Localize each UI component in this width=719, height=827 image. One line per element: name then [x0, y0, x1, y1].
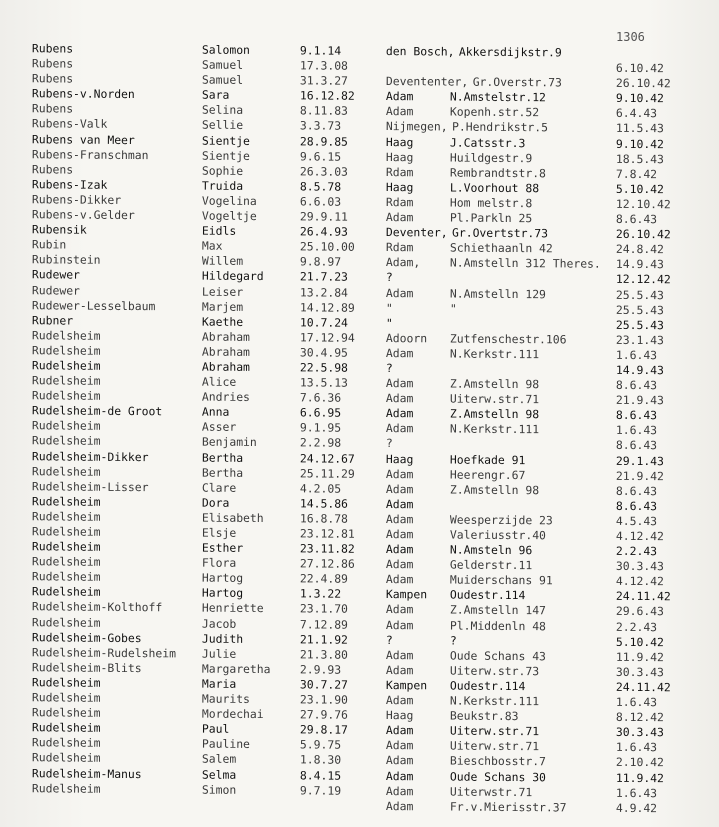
- address-cell: Gelderstr.11: [449, 557, 533, 573]
- city-cell: Adam: [385, 602, 414, 617]
- deportation-date-cell: 26.10.42: [615, 226, 671, 242]
- given-name-cell: Max: [201, 238, 223, 253]
- given-name-cell: Maurits: [201, 691, 251, 706]
- deportation-date-cell: 21.9.43: [615, 392, 664, 408]
- birth-date-cell: 23.11.82: [299, 541, 355, 556]
- surname-cell: Rudelsheim: [31, 614, 101, 630]
- city-cell: Adam: [385, 738, 414, 753]
- deportation-date-cell: 8.12.42: [615, 709, 664, 725]
- city-cell: Adam: [385, 406, 414, 421]
- birth-date-cell: 14.12.89: [299, 299, 355, 315]
- birth-date-cell: 24.12.67: [299, 450, 355, 466]
- birth-date-cell: 17.12.94: [299, 330, 355, 345]
- city-cell: Adam: [385, 511, 414, 527]
- city-cell: Adam: [385, 557, 414, 572]
- given-name-cell: Maria: [201, 676, 237, 691]
- address-cell: Rembrandtstr.8: [449, 165, 546, 181]
- surname-cell: Rudelsheim: [31, 418, 101, 434]
- city-cell: ?: [385, 632, 393, 647]
- deportation-date-cell: 8.6.43: [615, 498, 658, 513]
- address-cell: Hoefkade 91: [449, 452, 526, 467]
- city-cell: Nijmegen,: [385, 119, 448, 134]
- surname-cell: Rudelsheim-Manus: [31, 765, 142, 781]
- address-cell: ?: [449, 633, 457, 648]
- deportation-date-cell: 14.9.43: [615, 257, 664, 272]
- surname-cell: Rudelsheim-Blits: [31, 660, 142, 675]
- surname-cell: Rubens-Izak: [31, 177, 108, 192]
- surname-cell: Rudelsheim-Dikker: [31, 448, 149, 464]
- surname-cell: Rudewer: [31, 267, 81, 283]
- address-cell: Beukstr.83: [449, 708, 519, 724]
- surname-cell: Rubensik: [31, 222, 87, 237]
- birth-date-cell: 9.7.19: [299, 782, 342, 798]
- birth-date-cell: 9.1.14: [299, 43, 342, 58]
- address-cell: Uiterw.str.71: [449, 723, 540, 739]
- surname-cell: Rubin: [31, 237, 67, 252]
- given-name-cell: Sophie: [201, 163, 244, 178]
- surname-cell: Rubens-Dikker: [31, 192, 122, 207]
- address-cell: Oude Schans 43: [449, 648, 546, 664]
- surname-cell: Rubens: [31, 41, 74, 56]
- given-name-cell: Judith: [201, 631, 244, 646]
- city-cell: Adam: [385, 285, 414, 300]
- city-cell: Adam: [385, 89, 414, 104]
- surname-cell: Rudelsheim: [31, 569, 101, 585]
- birth-date-cell: 5.9.75: [299, 737, 342, 752]
- surname-cell: Rubens van Meer: [31, 131, 135, 147]
- birth-date-cell: 31.3.27: [299, 73, 349, 88]
- address-cell: Heerengr.67: [449, 467, 526, 482]
- birth-date-cell: 13.2.84: [299, 284, 349, 300]
- deportation-date-cell: 30.3.43: [615, 664, 664, 680]
- city-cell: Adam: [385, 104, 414, 119]
- city-cell: Kampen: [385, 677, 428, 693]
- city-cell: Adam: [385, 481, 414, 496]
- birth-date-cell: 7.12.89: [299, 616, 349, 632]
- given-name-cell: Sientje: [201, 133, 251, 148]
- surname-cell: Rudelsheim: [31, 463, 101, 479]
- given-name-cell: Abraham: [201, 329, 251, 344]
- birth-date-cell: 23.1.90: [299, 692, 349, 707]
- birth-date-cell: 8.11.83: [299, 103, 349, 119]
- address-cell: Uiterwstr.71: [449, 784, 533, 799]
- deportation-date-cell: 14.9.43: [615, 362, 664, 378]
- given-name-cell: Hartog: [201, 585, 244, 601]
- given-name-cell: Dora: [201, 495, 230, 510]
- deportation-date-cell: 5.10.42: [615, 634, 664, 649]
- surname-cell: Rudewer: [31, 282, 81, 298]
- address-cell: Z.Amstelln 98: [449, 406, 540, 422]
- deportation-date-cell: 11.9.42: [615, 649, 664, 664]
- given-name-cell: Paul: [201, 721, 230, 737]
- city-cell: Adam: [385, 783, 414, 798]
- surname-cell: Rubens-Valk: [31, 116, 108, 132]
- city-cell: Adam: [385, 647, 414, 662]
- given-name-cell: Salomon: [201, 42, 251, 57]
- city-cell: Adam: [385, 527, 414, 542]
- city-cell: Adam: [385, 662, 414, 678]
- city-cell: Adam: [385, 617, 414, 632]
- birth-date-cell: 25.10.00: [299, 239, 355, 255]
- deportation-date-cell: 1.6.43: [615, 785, 658, 800]
- address-cell: Akkersdijkstr.9: [458, 44, 562, 60]
- address-cell: Kopenh.str.52: [449, 104, 540, 120]
- deportation-date-cell: 29.1.43: [615, 453, 664, 468]
- deportation-date-cell: 8.6.43: [615, 408, 658, 423]
- given-name-cell: Anna: [201, 404, 230, 420]
- deportation-date-cell: 25.5.43: [615, 317, 664, 332]
- deportation-date-cell: 21.9.42: [615, 468, 664, 483]
- deportation-date-cell: 26.10.42: [615, 76, 671, 91]
- birth-date-cell: 9.8.97: [299, 254, 342, 269]
- surname-cell: Rudelsheim: [31, 539, 101, 554]
- address-cell: Zutfenschestr.106: [449, 331, 567, 347]
- address-cell: Uiterw.str.71: [449, 738, 540, 754]
- city-cell: Kampen: [385, 587, 428, 602]
- city-cell: Adam: [385, 210, 414, 225]
- deportation-date-cell: 4.5.43: [615, 513, 658, 529]
- city-cell: den Bosch,: [385, 44, 455, 59]
- surname-cell: Rudelsheim: [31, 433, 101, 449]
- address-cell: N.Kerkstr.111: [449, 421, 540, 437]
- birth-date-cell: 25.11.29: [299, 465, 355, 481]
- address-cell: Pl.Parkln 25: [449, 210, 533, 226]
- given-name-cell: Samuel: [201, 72, 244, 88]
- birth-date-cell: 8.5.78: [299, 179, 342, 194]
- given-name-cell: Abraham: [201, 359, 251, 374]
- given-name-cell: Marjem: [201, 299, 244, 314]
- address-cell: Muiderschans 91: [449, 572, 553, 588]
- deportation-date-cell: 8.6.43: [615, 438, 658, 453]
- birth-date-cell: 23.1.70: [299, 601, 349, 617]
- deportation-date-cell: 2.2.43: [615, 543, 658, 559]
- address-cell: N.Kerkstr.111: [449, 346, 540, 362]
- city-cell: Adam: [385, 376, 414, 391]
- given-name-cell: Sara: [201, 87, 230, 103]
- deportation-date-cell: 12.10.42: [615, 196, 671, 212]
- deportation-date-cell: 24.8.42: [615, 242, 664, 257]
- birth-date-cell: 14.5.86: [299, 496, 349, 511]
- address-cell: N.Amsteln 96: [449, 542, 533, 558]
- address-cell: N.Amstelln 129: [449, 286, 546, 301]
- deportation-date-cell: 29.6.43: [615, 604, 664, 619]
- deportation-date-cell: 8.6.43: [615, 211, 658, 227]
- address-cell: Huildgestr.9: [449, 150, 533, 165]
- deportation-date-cell: 30.3.43: [615, 559, 664, 574]
- city-cell: Adam: [385, 542, 414, 557]
- given-name-cell: Bertha: [201, 465, 244, 480]
- deportation-date-cell: 1.6.43: [615, 347, 658, 363]
- birth-date-cell: 23.12.81: [299, 526, 355, 541]
- birth-date-cell: 16.8.78: [299, 511, 349, 526]
- surname-cell: Rudelsheim: [31, 720, 101, 736]
- given-name-cell: Hildegard: [201, 268, 264, 284]
- surname-cell: Rudelsheim-Kolthoff: [31, 599, 163, 615]
- surname-cell: Rudelsheim: [31, 554, 101, 569]
- surname-cell: Rudelsheim: [31, 328, 101, 343]
- address-cell: Uiterw.str.71: [449, 391, 540, 407]
- surname-cell: Rudelsheim: [31, 735, 101, 751]
- surname-cell: Rubens-Franschman: [31, 146, 149, 162]
- city-cell: Adam: [385, 466, 414, 481]
- surname-cell: Rudelsheim: [31, 584, 101, 600]
- address-cell: Oudestr.114: [449, 678, 526, 694]
- city-cell: Devententer,: [385, 74, 469, 89]
- given-name-cell: Salem: [201, 751, 237, 767]
- address-cell: Uiterw.str.73: [449, 663, 540, 679]
- deportation-date-cell: 4.9.42: [615, 800, 658, 815]
- deportation-date-cell: 5.10.42: [615, 181, 664, 197]
- deportation-date-cell: 30.3.43: [615, 725, 664, 740]
- birth-date-cell: 2.9.93: [299, 662, 342, 677]
- given-name-cell: Andries: [201, 389, 251, 405]
- city-cell: Adam: [385, 421, 414, 436]
- birth-date-cell: 16.12.82: [299, 88, 355, 104]
- deportation-date-cell: 11.5.43: [615, 121, 664, 136]
- address-cell: P.Hendrikstr.5: [451, 120, 549, 135]
- deportation-date-cell: 9.10.42: [615, 136, 664, 151]
- city-cell: Haag: [385, 708, 414, 723]
- given-name-cell: Margaretha: [201, 661, 271, 676]
- surname-cell: Rubens-v.Norden: [31, 86, 135, 102]
- city-cell: Adam: [385, 345, 414, 361]
- address-cell: N.Kerkstr.111: [449, 693, 540, 709]
- surname-cell: Rudelsheim: [31, 388, 101, 403]
- address-cell: Schiethaanln 42: [449, 240, 553, 256]
- given-name-cell: Henriette: [201, 601, 264, 616]
- birth-date-cell: 22.4.89: [299, 571, 349, 587]
- deportation-date-cell: 8.6.43: [615, 483, 658, 498]
- given-name-cell: Benjamin: [201, 435, 257, 450]
- surname-cell: Rudelsheim-Gobes: [31, 629, 142, 645]
- address-cell: Fr.v.Mierisstr.37: [449, 799, 567, 815]
- given-name-cell: Selina: [201, 102, 244, 118]
- birth-date-cell: 4.2.05: [299, 481, 342, 496]
- deportation-date-cell: 2.2.43: [615, 619, 658, 634]
- birth-date-cell: 9.6.15: [299, 149, 342, 164]
- given-name-cell: Kaethe: [201, 314, 244, 329]
- deportation-date-cell: 1.6.43: [615, 740, 658, 755]
- birth-date-cell: 17.3.08: [299, 58, 349, 73]
- deportation-date-cell: 12.12.42: [615, 272, 671, 287]
- city-cell: Adam: [385, 496, 414, 512]
- address-cell: L.Voorhout 88: [449, 180, 540, 196]
- birth-date-cell: 21.3.80: [299, 647, 349, 662]
- address-cell: N.Amstelstr.12: [449, 89, 546, 105]
- address-cell: ": [449, 301, 457, 316]
- address-cell: Pl.Middenln 48: [449, 618, 546, 633]
- surname-cell: Rubens: [31, 101, 74, 116]
- given-name-cell: Elsje: [201, 525, 237, 540]
- page-number: 1306: [616, 30, 645, 44]
- given-name-cell: Willem: [201, 253, 244, 269]
- city-cell: Adoorn: [385, 330, 428, 346]
- address-cell: Bieschbosstr.7: [449, 753, 546, 769]
- city-cell: Haag: [385, 179, 414, 195]
- deportation-date-cell: 23.1.43: [615, 332, 664, 347]
- city-cell: Adam,: [385, 255, 421, 270]
- surname-cell: Rudelsheim-Lisser: [31, 478, 149, 494]
- surname-cell: Rudelsheim: [31, 494, 101, 509]
- given-name-cell: Julie: [201, 646, 237, 661]
- address-cell: Hom melstr.8: [449, 195, 533, 211]
- surname-cell: Rubens: [31, 56, 74, 71]
- city-cell: Adam: [385, 693, 414, 708]
- given-name-cell: Asser: [201, 419, 237, 435]
- city-cell: Haag: [385, 451, 414, 466]
- given-name-cell: Samuel: [201, 57, 244, 73]
- city-cell: Rdam: [385, 194, 414, 210]
- given-name-cell: Jacob: [201, 616, 237, 631]
- birth-date-cell: 30.4.95: [299, 345, 349, 360]
- given-name-cell: Alice: [201, 374, 237, 389]
- deportation-date-cell: 11.9.42: [615, 770, 664, 785]
- birth-date-cell: 29.9.11: [299, 209, 349, 224]
- deportation-date-cell: 25.5.43: [615, 287, 664, 302]
- birth-date-cell: 1.8.30: [299, 752, 342, 768]
- given-name-cell: Truida: [201, 178, 244, 193]
- birth-date-cell: 13.5.13: [299, 375, 349, 390]
- city-cell: ?: [385, 361, 393, 376]
- city-cell: Rdam: [385, 240, 414, 255]
- deportation-date-cell: 4.12.42: [615, 574, 664, 589]
- deportation-date-cell: 24.11.42: [615, 589, 671, 604]
- surname-cell: Rudelsheim: [31, 373, 101, 388]
- surname-cell: Rubner: [31, 312, 74, 328]
- birth-date-cell: 6.6.03: [299, 194, 342, 209]
- address-cell: Oudestr.114: [449, 587, 526, 603]
- given-name-cell: Esther: [201, 540, 244, 556]
- given-name-cell: Elisabeth: [201, 510, 264, 525]
- deportation-date-cell: 4.12.42: [615, 528, 664, 544]
- address-cell: Z.Amstelln 98: [449, 482, 540, 497]
- birth-date-cell: 2.2.98: [299, 435, 342, 451]
- given-name-cell: Sientje: [201, 148, 251, 163]
- city-cell: Adam: [385, 391, 414, 406]
- birth-date-cell: 21.7.23: [299, 269, 349, 285]
- birth-date-cell: 8.4.15: [299, 767, 342, 783]
- birth-date-cell: 1.3.22: [299, 586, 342, 602]
- surname-cell: Rudelsheim: [31, 675, 101, 690]
- address-cell: Oude Schans 30: [449, 769, 546, 784]
- birth-date-cell: 29.8.17: [299, 722, 349, 737]
- surname-cell: Rubinstein: [31, 252, 101, 268]
- surname-cell: Rudelsheim-de Groot: [31, 403, 163, 419]
- city-cell: Haag: [385, 149, 414, 164]
- given-name-cell: Vogeltje: [201, 208, 257, 224]
- surname-cell: Rudelsheim: [31, 343, 101, 358]
- deportation-date-cell: 2.10.42: [615, 755, 664, 770]
- deportation-date-cell: 6.4.43: [615, 106, 658, 121]
- city-cell: ?: [385, 270, 393, 285]
- birth-date-cell: 30.7.27: [299, 677, 349, 692]
- birth-date-cell: 27.12.86: [299, 556, 355, 571]
- surname-cell: Rudewer-Lesselbaum: [31, 297, 156, 313]
- deportation-date-cell: 25.5.43: [615, 302, 664, 317]
- address-cell: Gr.Overtstr.73: [451, 225, 549, 241]
- deportation-date-cell: 8.6.43: [615, 377, 658, 393]
- given-name-cell: Leiser: [201, 284, 244, 299]
- address-cell: Z.Amstelln 98: [449, 376, 540, 392]
- deportation-date-cell: 18.5.43: [615, 151, 664, 166]
- surname-cell: Rudelsheim: [31, 705, 101, 720]
- deportation-date-cell: 24.11.42: [615, 679, 671, 695]
- birth-date-cell: 27.9.76: [299, 707, 349, 722]
- address-cell: N.Amstelln 312 Theres.: [449, 255, 601, 272]
- city-cell: Adam: [385, 753, 414, 768]
- surname-cell: Rudelsheim: [31, 524, 101, 539]
- surname-cell: Rudelsheim: [31, 750, 101, 766]
- given-name-cell: Vogelina: [201, 193, 257, 208]
- birth-date-cell: 26.4.93: [299, 224, 349, 239]
- city-cell: Rdam: [385, 164, 414, 179]
- city-cell: ": [385, 300, 393, 315]
- given-name-cell: Selma: [201, 767, 237, 782]
- surname-cell: Rubens: [31, 71, 74, 86]
- surname-cell: Rudelsheim: [31, 358, 101, 373]
- birth-date-cell: 22.5.98: [299, 360, 349, 375]
- given-name-cell: Flora: [201, 555, 237, 571]
- surname-cell: Rudelsheim: [31, 690, 101, 705]
- surname-cell: Rubens: [31, 162, 74, 177]
- given-name-cell: Clare: [201, 480, 237, 495]
- register-list: [0, 41, 719, 815]
- city-cell: Adam: [385, 572, 414, 587]
- deportation-date-cell: 1.6.43: [615, 423, 658, 438]
- given-name-cell: Bertha: [201, 450, 244, 465]
- birth-date-cell: 21.1.92: [299, 632, 349, 647]
- given-name-cell: Abraham: [201, 344, 251, 359]
- birth-date-cell: 3.3.73: [299, 118, 342, 134]
- deportation-date-cell: 7.8.42: [615, 166, 658, 181]
- given-name-cell: Eidls: [201, 223, 237, 238]
- city-cell: Deventer,: [385, 225, 448, 240]
- birth-date-cell: 26.3.03: [299, 164, 349, 179]
- city-cell: ?: [385, 436, 393, 451]
- given-name-cell: Simon: [201, 782, 237, 797]
- city-cell: Adam: [385, 768, 414, 783]
- city-cell: ": [385, 315, 393, 330]
- given-name-cell: Hartog: [201, 570, 244, 586]
- address-cell: Valeriusstr.40: [449, 527, 546, 543]
- birth-date-cell: 7.6.36: [299, 390, 342, 405]
- birth-date-cell: 28.9.85: [299, 133, 349, 149]
- surname-cell: Rudelsheim-Rudelsheim: [31, 645, 177, 661]
- birth-date-cell: 10.7.24: [299, 315, 349, 330]
- surname-cell: Rudelsheim: [31, 509, 101, 524]
- address-cell: J.Catsstr.3: [449, 135, 526, 150]
- address-cell: Gr.Overstr.73: [472, 74, 562, 90]
- city-cell: Haag: [385, 134, 414, 149]
- deportation-date-cell: 6.10.42: [615, 60, 664, 76]
- given-name-cell: Mordechai: [201, 706, 264, 722]
- city-cell: Adam: [385, 798, 414, 813]
- surname-cell: Rudelsheim: [31, 780, 101, 796]
- surname-cell: Rubens-v.Gelder: [31, 207, 135, 223]
- city-cell: Adam: [385, 723, 414, 738]
- deportation-date-cell: 9.10.42: [615, 91, 664, 106]
- deportation-date-cell: 1.6.43: [615, 694, 658, 710]
- given-name-cell: Sellie: [201, 118, 244, 133]
- birth-date-cell: 6.6.95: [299, 405, 342, 420]
- given-name-cell: Pauline: [201, 736, 251, 752]
- birth-date-cell: 9.1.95: [299, 420, 342, 436]
- address-cell: Z.Amstelln 147: [449, 603, 546, 618]
- address-cell: Weesperzijde 23: [449, 512, 553, 528]
